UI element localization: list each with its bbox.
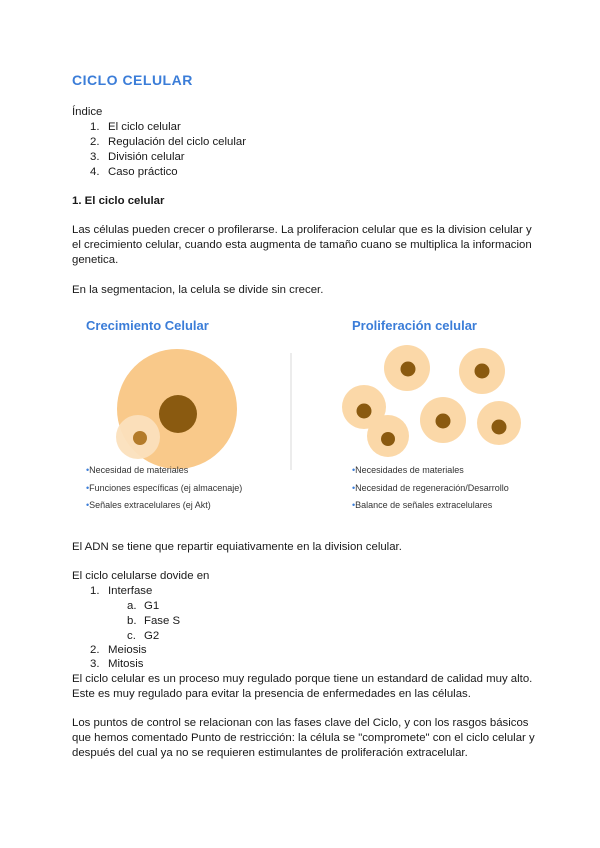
index-item-num: 3. — [90, 151, 100, 163]
index-heading: Índice — [72, 106, 103, 118]
phase-num: 3. — [90, 658, 100, 670]
page-title: CICLO CELULAR — [72, 72, 193, 88]
growth-note: •Funciones específicas (ej almacenaje) — [86, 483, 243, 493]
paragraph-line: El ciclo celular es un proceso muy regulado porque tiene un estandard de calidad muy alto. — [72, 673, 533, 685]
phase-num: 2. — [90, 644, 100, 656]
cell-nucleus — [381, 432, 395, 446]
paragraph-line: genetica. — [72, 254, 119, 266]
index-item: División celular — [108, 151, 185, 163]
phase-num: 1. — [90, 585, 100, 597]
subphase-item: Fase S — [144, 615, 181, 627]
paragraph-line: el crecimiento celular, cuando esta augmenta de tamaño cuano se multiplica la informacion — [72, 239, 532, 251]
phase-item: Mitosis — [108, 658, 144, 670]
cell-illustration — [72, 335, 532, 470]
paragraph-line: Los puntos de control se relacionan con las fases clave del Ciclo, y con los rasgos básicos — [72, 717, 529, 729]
paragraph-line: Este es muy regulado para evitar la presencia de enfermedades en las células. — [72, 688, 471, 700]
growth-note: •Necesidad de materiales — [86, 465, 189, 475]
small-cell-nucleus — [133, 431, 147, 445]
figure-title-growth: Crecimiento Celular — [86, 318, 209, 333]
paragraph-line: El ciclo celularse dovide en — [72, 570, 210, 582]
phase-item: Meiosis — [108, 644, 147, 656]
index-item: El ciclo celular — [108, 121, 181, 133]
subphase-num: b. — [127, 615, 137, 627]
index-item-num: 4. — [90, 166, 100, 178]
cell-nucleus — [401, 362, 416, 377]
index-item-num: 1. — [90, 121, 100, 133]
paragraph-line: El ADN se tiene que repartir equiativamente en la division celular. — [72, 541, 402, 553]
paragraph-line: después del cual ya no se requieren estimulantes de proliferación extracelular. — [72, 747, 468, 759]
proliferation-note: •Necesidad de regeneración/Desarrollo — [352, 483, 509, 493]
subphase-num: c. — [127, 630, 136, 642]
subphase-item: G2 — [144, 630, 160, 642]
phase-item: Interfase — [108, 585, 153, 597]
growth-note: •Señales extracelulares (ej Akt) — [86, 500, 211, 510]
cell-nucleus — [492, 420, 507, 435]
large-cell-nucleus — [159, 395, 197, 433]
cell-nucleus — [357, 404, 372, 419]
subphase-item: G1 — [144, 600, 160, 612]
paragraph-line: Las células pueden crecer o profilerarse. La proliferacion celular que es la division celular y — [72, 224, 532, 236]
subphase-num: a. — [127, 600, 137, 612]
cell-nucleus — [436, 414, 451, 429]
paragraph-line: que hemos comentado Punto de restricción: la célula se "compromete" con el ciclo celular y — [72, 732, 535, 744]
paragraph-line: En la segmentacion, la celula se divide sin crecer. — [72, 284, 324, 296]
cell-nucleus — [475, 364, 490, 379]
proliferation-note: •Necesidades de materiales — [352, 465, 464, 475]
section-heading: 1. El ciclo celular — [72, 195, 165, 207]
figure-title-proliferation: Proliferación celular — [352, 318, 477, 333]
index-item-num: 2. — [90, 136, 100, 148]
index-item: Caso práctico — [108, 166, 178, 178]
proliferation-note: •Balance de señales extracelulares — [352, 500, 493, 510]
index-item: Regulación del ciclo celular — [108, 136, 247, 148]
